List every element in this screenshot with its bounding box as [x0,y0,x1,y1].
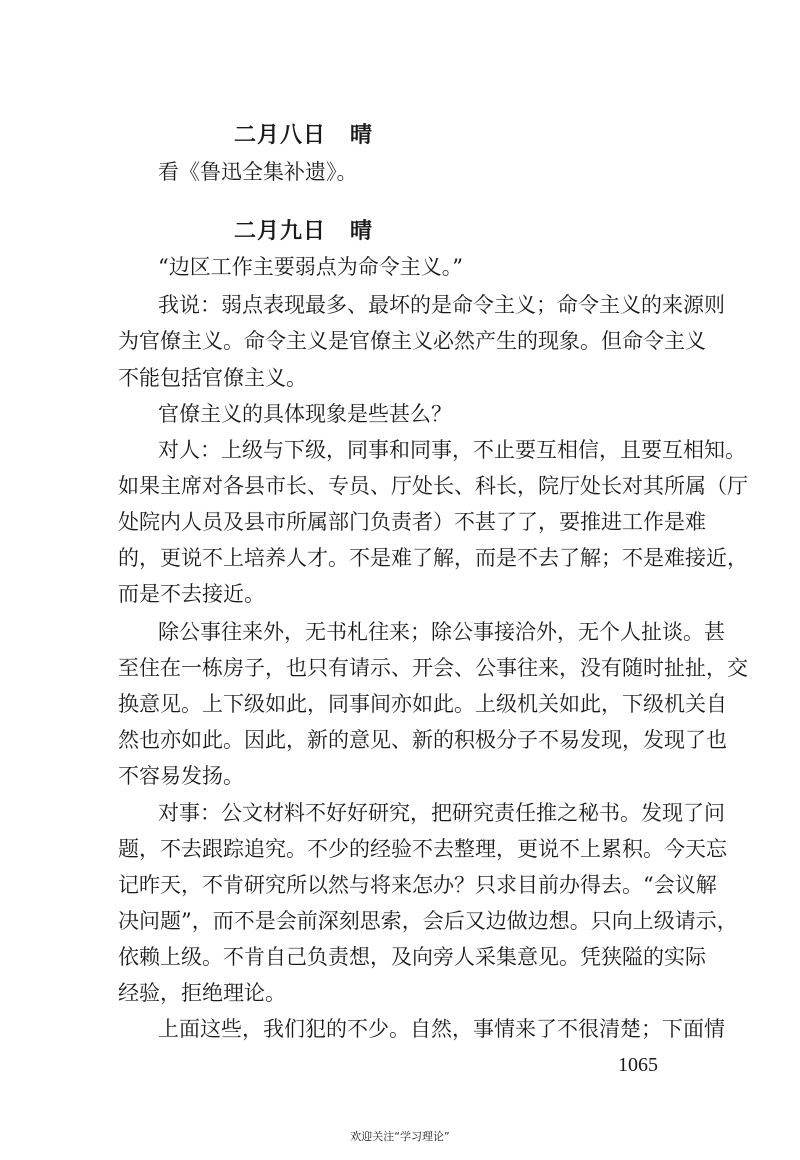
text-line: 至住在一栋房子，也只有请示、开会、公事往来，没有随时扯扯，交 [118,656,748,680]
text-line: 题，不去跟踪追究。不少的经验不去整理，更说不上累积。今天忘 [118,837,727,861]
text-line: 不能包括官僚主义。 [118,366,307,390]
entry-date: 二月九日 [234,219,327,244]
text-line: 官僚主义的具体现象是些甚么？ [158,402,452,426]
text-line: 为官僚主义。命令主义是官僚主义必然产生的现象。但命令主义 [118,329,706,353]
text-line: 决问题”，而不是会前深刻思索，会后又边做边想。只向上级请示， [118,909,738,933]
entry-weather: 晴 [350,219,374,244]
text-line: 的，更说不上培养人才。不是难了解，而是不去了解；不是难接近， [118,546,748,570]
text-line: 除公事往来外，无书札往来；除公事接洽外，无个人扯谈。甚 [158,620,725,644]
entry-weather: 晴 [350,123,374,148]
page-number: 1065 [618,1054,658,1076]
text-line: 依赖上级。不肯自己负责想，及向旁人采集意见。凭狭隘的实际 [118,945,706,969]
text-line: 看《鲁迅全集补遗》。 [158,160,358,184]
entry-date: 二月八日 [234,123,327,148]
text-line: 而是不去接近。 [118,582,265,606]
text-line: 不容易发扬。 [118,764,244,788]
text-line: 如果主席对各县市长、专员、厅处长、科长，院厅处长对其所属（厅 [118,474,748,498]
entry-heading-feb-8 [234,118,373,149]
text-line: 对事：公文材料不好好研究，把研究责任推之秘书。发现了问 [158,801,725,825]
entry-heading-feb-9 [234,214,373,245]
text-line: 经验，拒绝理论。 [118,981,286,1005]
text-line: 我说：弱点表现最多、最坏的是命令主义；命令主义的来源则 [158,293,725,317]
footer-note: 欢迎关注“学习理论” [350,1130,450,1143]
text-line: 记昨天，不肯研究所以然与将来怎办？只求目前办得去。“会议解 [118,873,717,897]
text-line: 处院内人员及县市所属部门负责者）不甚了了，要推进工作是难 [118,510,706,534]
text-line: 换意见。上下级如此，同事间亦如此。上级机关如此，下级机关自 [118,692,727,716]
text-line: 对人：上级与下级，同事和同事，不止要互相信，且要互相知。 [158,438,746,462]
text-line: 然也亦如此。因此，新的意见、新的积极分子不易发现，发现了也 [118,728,727,752]
text-line: “边区工作主要弱点为命令主义。” [158,255,463,279]
text-line: 上面这些，我们犯的不少。自然，事情来了不很清楚；下面情 [158,1017,725,1041]
